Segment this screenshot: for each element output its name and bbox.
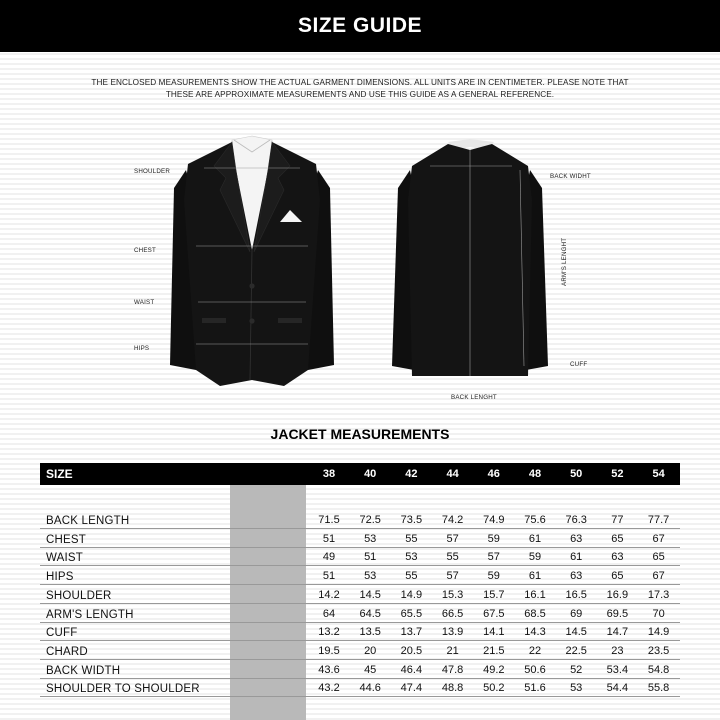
table-cell: 69	[570, 607, 583, 620]
table-row	[40, 660, 680, 679]
table-row	[40, 622, 680, 641]
table-cell: 15.7	[483, 588, 505, 601]
size-header-46: 46	[487, 468, 500, 480]
table-cell: 74.9	[483, 514, 505, 526]
label-back-length: BACK LENGHT	[451, 394, 497, 401]
table-cell: 63	[570, 570, 583, 583]
row-label: CHEST	[46, 533, 86, 546]
table-cell: 61	[528, 532, 542, 545]
table-cell: 51	[322, 570, 336, 583]
table-cell: 70	[652, 607, 665, 620]
table-row	[40, 585, 680, 604]
table-cell: 14.5	[565, 626, 587, 639]
table-cell: 50.6	[524, 663, 546, 676]
table-cell: 68.5	[524, 607, 546, 620]
table-cell: 76.3	[565, 514, 587, 526]
label-waist: WAIST	[134, 299, 155, 306]
table-cell: 13.9	[441, 626, 464, 639]
table-cell: 14.3	[524, 626, 546, 639]
table-cell: 65.5	[400, 607, 423, 620]
table-cell: 14.2	[318, 588, 340, 601]
table-header	[40, 463, 680, 485]
table-cell: 20.5	[400, 644, 423, 657]
table-row	[40, 566, 680, 585]
table-cell: 59	[528, 551, 542, 564]
row-label: SHOULDER TO SHOULDER	[46, 683, 200, 696]
table-cell: 53	[570, 682, 583, 695]
table-cell: 67	[652, 570, 665, 583]
table-cell: 20	[364, 644, 377, 657]
table-cell: 71.5	[318, 514, 340, 526]
table-cell: 57	[446, 532, 459, 545]
row-label: BACK LENGTH	[46, 515, 130, 527]
front-jacket-illustration	[170, 136, 334, 386]
size-header-52: 52	[611, 468, 624, 480]
label-arms-length: ARM'S LENGHT	[561, 237, 568, 286]
table-cell: 16.1	[524, 588, 546, 601]
table-cell: 66.5	[441, 607, 464, 620]
row-divider	[40, 696, 680, 697]
table-cell: 77.7	[647, 514, 670, 526]
table-cell: 13.2	[318, 626, 340, 639]
table-cell: 64.5	[359, 607, 381, 620]
table-row	[40, 641, 680, 660]
table-row	[40, 547, 680, 566]
intro-line-2: THESE ARE APPROXIMATE MEASUREMENTS AND USE THIS GUIDE AS A GENERAL REFERENCE.	[165, 90, 555, 99]
table-cell: 63	[611, 551, 624, 564]
table-cell: 59	[487, 532, 500, 545]
table-cell: 47.8	[441, 663, 464, 676]
table-cell: 53	[364, 532, 377, 545]
table-cell: 51	[364, 551, 377, 564]
table-row	[40, 604, 680, 623]
table-cell: 45	[364, 663, 377, 676]
table-cell: 49	[322, 551, 336, 564]
table-cell: 55	[405, 532, 418, 545]
jacket-illustration	[0, 130, 720, 410]
table-cell: 73.5	[400, 514, 423, 526]
row-label: CHARD	[46, 645, 88, 658]
table-cell: 14.7	[606, 626, 629, 639]
table-cell: 67	[652, 532, 665, 545]
table-cell: 44.6	[359, 682, 381, 695]
row-label: WAIST	[46, 552, 83, 565]
table-cell: 63	[570, 532, 583, 545]
table-cell: 53.4	[606, 663, 629, 676]
table-cell: 54.8	[647, 663, 670, 676]
table-cell: 61	[570, 551, 583, 564]
table-cell: 15.3	[441, 588, 464, 601]
table-cell: 55	[446, 551, 459, 564]
table-cell: 72.5	[359, 514, 381, 526]
table-cell: 14.5	[359, 588, 381, 601]
table-title: JACKET MEASUREMENTS	[270, 426, 450, 442]
size-header-44: 44	[446, 468, 459, 480]
page-title: SIZE GUIDE	[297, 14, 423, 37]
table-cell: 55	[405, 570, 418, 583]
table-cell: 55.8	[647, 682, 670, 695]
table-cell: 43.2	[318, 682, 340, 695]
size-header-54: 54	[652, 468, 665, 480]
table-cell: 69.5	[606, 607, 629, 620]
size-header: SIZE	[46, 467, 73, 481]
table-cell: 52	[570, 663, 583, 676]
table-cell: 16.9	[606, 588, 629, 601]
table-cell: 14.9	[400, 588, 423, 601]
table-cell: 65	[652, 551, 665, 564]
table-cell: 53	[364, 570, 377, 583]
table-cell: 43.6	[318, 663, 340, 676]
row-label: BACK WIDTH	[46, 664, 121, 677]
table-cell: 50.2	[483, 682, 505, 695]
table-cell: 47.4	[400, 682, 423, 695]
table-cell: 19.5	[318, 644, 340, 657]
table-cell: 14.9	[647, 626, 670, 639]
intro-text	[60, 77, 660, 101]
table-cell: 64	[322, 607, 336, 620]
table-cell: 57	[487, 551, 500, 564]
size-header-48: 48	[528, 468, 542, 480]
table-cell: 23	[611, 644, 624, 657]
intro-line-1: THE ENCLOSED MEASUREMENTS SHOW THE ACTUAL GARMENT DIMENSIONS. ALL UNITS ARE IN CENTIMETER. PLEASE NOTE THAT	[91, 78, 629, 87]
table-row	[40, 678, 680, 697]
table-cell: 23.5	[647, 644, 670, 657]
table-row	[40, 529, 680, 548]
table-cell: 75.6	[524, 514, 546, 526]
table-cell: 61	[528, 570, 542, 583]
table-cell: 13.5	[359, 626, 381, 639]
label-shoulder: SHOULDER	[134, 168, 170, 175]
table-cell: 74.2	[441, 514, 464, 526]
size-header-42: 42	[405, 468, 418, 480]
table-cell: 17.3	[647, 588, 670, 601]
table-cell: 57	[446, 570, 459, 583]
row-label: HIPS	[46, 571, 74, 584]
table-cell: 59	[487, 570, 500, 583]
table-cell: 48.8	[441, 682, 464, 695]
header-bar	[0, 0, 720, 52]
label-back-width: BACK WIDHT	[550, 173, 591, 180]
table-cell: 51.6	[524, 682, 546, 695]
table-cell: 22	[528, 644, 542, 657]
label-hips: HIPS	[134, 345, 150, 352]
row-label: SHOULDER	[46, 589, 112, 602]
size-header-50: 50	[570, 468, 583, 480]
row-label: ARM'S LENGTH	[46, 608, 134, 621]
table-cell: 51	[322, 532, 336, 545]
size-header-38: 38	[322, 468, 336, 480]
table-cell: 46.4	[400, 663, 423, 676]
table-cell: 13.7	[400, 626, 423, 639]
table-cell: 22.5	[565, 644, 587, 657]
table-cell: 65	[611, 532, 624, 545]
size-header-40: 40	[364, 468, 377, 480]
table-cell: 49.2	[483, 663, 505, 676]
table-cell: 77	[611, 514, 624, 526]
label-chest: CHEST	[134, 247, 156, 254]
table-cell: 21	[446, 644, 459, 657]
measurement-table	[40, 463, 680, 720]
table-cell: 67.5	[483, 607, 505, 620]
table-cell: 53	[405, 551, 418, 564]
label-cuff: CUFF	[570, 361, 588, 368]
table-cell: 65	[611, 570, 624, 583]
table-row	[40, 510, 680, 529]
table-cell: 54.4	[606, 682, 629, 695]
table-cell: 16.5	[565, 588, 587, 601]
jacket-figure	[0, 130, 720, 410]
back-jacket-illustration	[392, 139, 548, 376]
table-cell: 21.5	[483, 644, 505, 657]
row-label: CUFF	[46, 627, 78, 640]
table-cell: 14.1	[483, 626, 505, 639]
